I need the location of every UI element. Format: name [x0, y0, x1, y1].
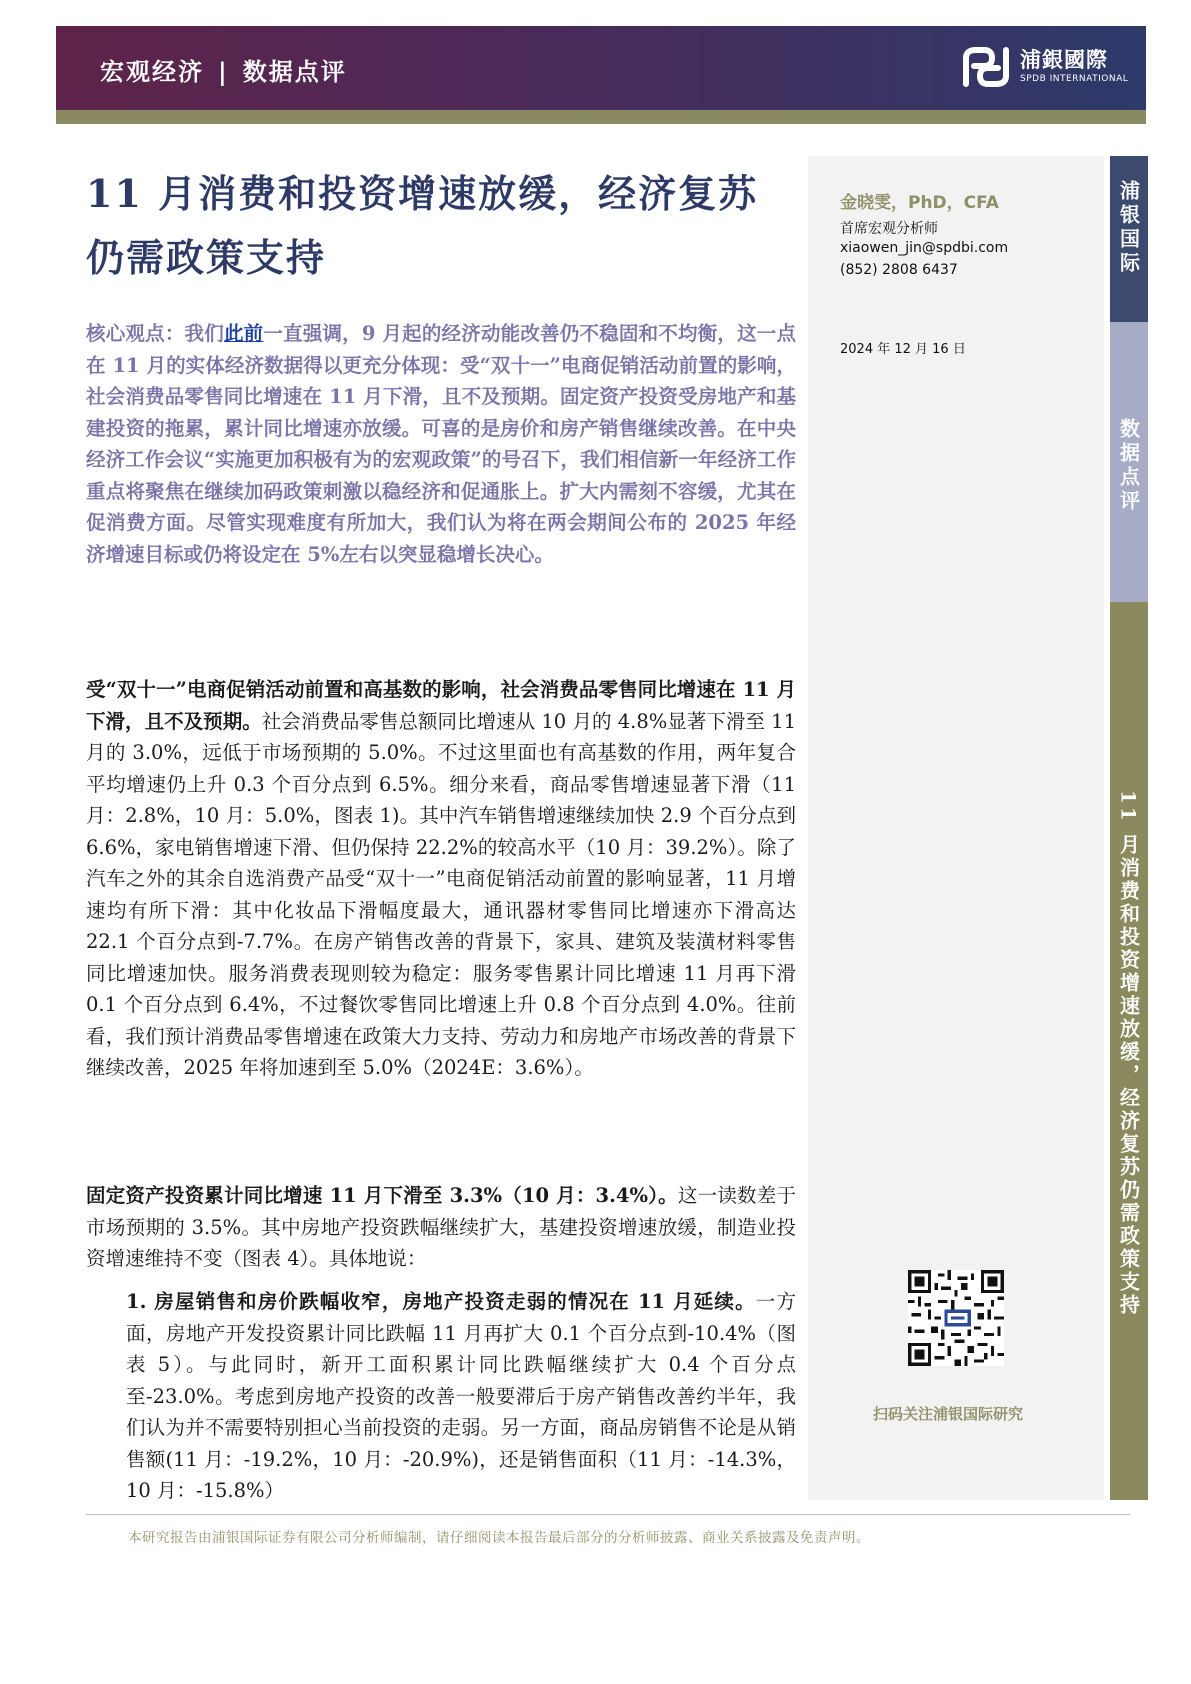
tab-report-title [1110, 602, 1148, 1500]
tab-spdb-international [1110, 156, 1148, 322]
fixed-asset-paragraph [86, 1180, 796, 1275]
tab-report-title-label: 11 月消费和投资增速放缓，经济复苏仍需政策支持 [1116, 790, 1141, 1317]
section-name: 宏观经济 [100, 57, 204, 86]
report-date: 2024 年 12 月 16 日 [840, 342, 966, 357]
fixed-asset-heading: 固定资产投资累计同比增速 11 月下滑至 3.3%（10 月：3.4%）。 [86, 1184, 678, 1207]
footer-divider [86, 1514, 1130, 1515]
retail-sales-text: 社会消费品零售总额同比增速从 10 月的 4.8%显著下滑至 11 月的 3.0%，远低于市场预期的 5.0%。不过这里面也有高基数的作用，两年复合平均增速仍上升 0.3 个百分点到 6.5%。细分来看，商品零售增速显著下滑（11 月：2.8%，10 月：5.0%，图表 1)。其中汽车销售增速继续加快 2.9 个百分点到 6.6%，家电销售增速下滑、但仍保持 22.2%的较高水平（10 月：39.2%）。除了汽车之外的其余自选消费产品受“双十一”电商促销活动前置的影响显著，11 月增速均有所下滑：其中化妆品下滑幅度最大，通讯器材零售同比增速亦下滑高达 22.1 个百分点到-7.7%。在房产销售改善的背景下，家具、建筑及装潢材料零售同比增速加快。服务消费表现则较为稳定：服务零售累计同比增速 11 月再下滑 0.1 个百分点到 6.4%，不过餐饮零售同比增速上升 0.8 个百分点到 4.0%。往前看，我们预计消费品零售增速在政策大力支持、劳动力和房地产市场改善的背景下继续改善，2025 年将加速到至 5.0%（2024E：3.6%）。 [86, 709, 796, 1079]
tab-data-review-label: 数据点评 [1116, 418, 1141, 514]
tab-spdb-label: 浦银国际 [1116, 180, 1141, 276]
tab-data-review [1110, 322, 1148, 602]
footer-disclaimer: 本研究报告由浦银国际证券有限公司分析师编制，请仔细阅读本报告最后部分的分析师披露、商业关系披露及免责声明。 [128, 1530, 870, 1546]
fixed-asset-text: 这一读数差于市场预期的 3.5%。其中房地产投资跌幅继续扩大，基建投资增速放缓，制造业投资增速维持不变（图表 4）。具体地说： [86, 1184, 796, 1270]
property-heading: 1. 房屋销售和房价跌幅收窄，房地产投资走弱的情况在 11 月延续。 [126, 1290, 756, 1313]
qr-code-icon[interactable] [908, 1270, 1004, 1366]
retail-sales-heading: 受“双十一”电商促销活动前置和高基数的影响，社会消费品零售同比增速在 11 月下滑，且不及预期。 [86, 678, 796, 733]
property-paragraph [126, 1286, 796, 1507]
analyst-email[interactable]: xiaowen_jin@spdbi.com [840, 240, 1009, 256]
summary-text: 一直强调，9 月起的经济动能改善仍不稳固和不均衡，这一点在 11 月的实体经济数据得以更充分体现：受“双十一”电商促销活动前置的影响，社会消费品零售同比增速在 11 月下滑，且不及预期。固定资产投资受房地产和基建投资的拖累，累计同比增速亦放缓。可喜的是房价和房产销售继续改善。在中央经济工作会议“实施更加积极有为的宏观政策”的号召下，我们相信新一年经济工作重点将聚焦在继续加码政策刺激以稳经济和促通胀上。扩大内需刻不容缓，尤其在促消费方面。尽管实现难度有所加大，我们认为将在两会期间公布的 2025 年经济增速目标或仍将设定在 5%左右以突显稳增长决心。 [86, 322, 796, 566]
analyst-name: 金晓雯，PhD，CFA [840, 193, 999, 213]
summary-lead: 核心观点：我们 [86, 322, 224, 345]
logo-english-name: SPDB INTERNATIONAL [1020, 74, 1129, 84]
header-accent-bar [56, 110, 1146, 124]
previous-report-link[interactable]: 此前 [223, 322, 264, 345]
spdb-logo-icon [960, 44, 1012, 90]
retail-sales-paragraph [86, 674, 796, 1084]
spdb-logo [960, 44, 1140, 96]
report-type: 数据点评 [242, 57, 347, 86]
analyst-role: 首席宏观分析师 [840, 221, 938, 237]
header-section-label [100, 52, 347, 87]
analyst-phone: (852) 2808 6437 [840, 262, 958, 278]
page-title: 11 月消费和投资增速放缓，经济复苏仍需政策支持 [86, 171, 759, 280]
qr-caption: 扫码关注浦银国际研究 [873, 1405, 1024, 1423]
logo-chinese-name: 浦銀國際 [1020, 48, 1108, 72]
core-view-summary [86, 318, 796, 570]
property-text: 一方面，房地产开发投资累计同比跌幅 11 月再扩大 0.1 个百分点到-10.4%（图表 5）。与此同时，新开工面积累计同比跌幅继续扩大 0.4 个百分点至-23.0%。考虑到房地产投资的改善一般要滞后于房产销售改善约半年，我们认为并不需要特别担心当前投资的走弱。另一方面，商品房销售不论是从销售额(11 月：-19.2%，10 月：-20.9%)，还是销售面积（11 月：-14.3%，10 月：-15.8%） [126, 1290, 796, 1502]
header-separator: | [218, 57, 229, 86]
